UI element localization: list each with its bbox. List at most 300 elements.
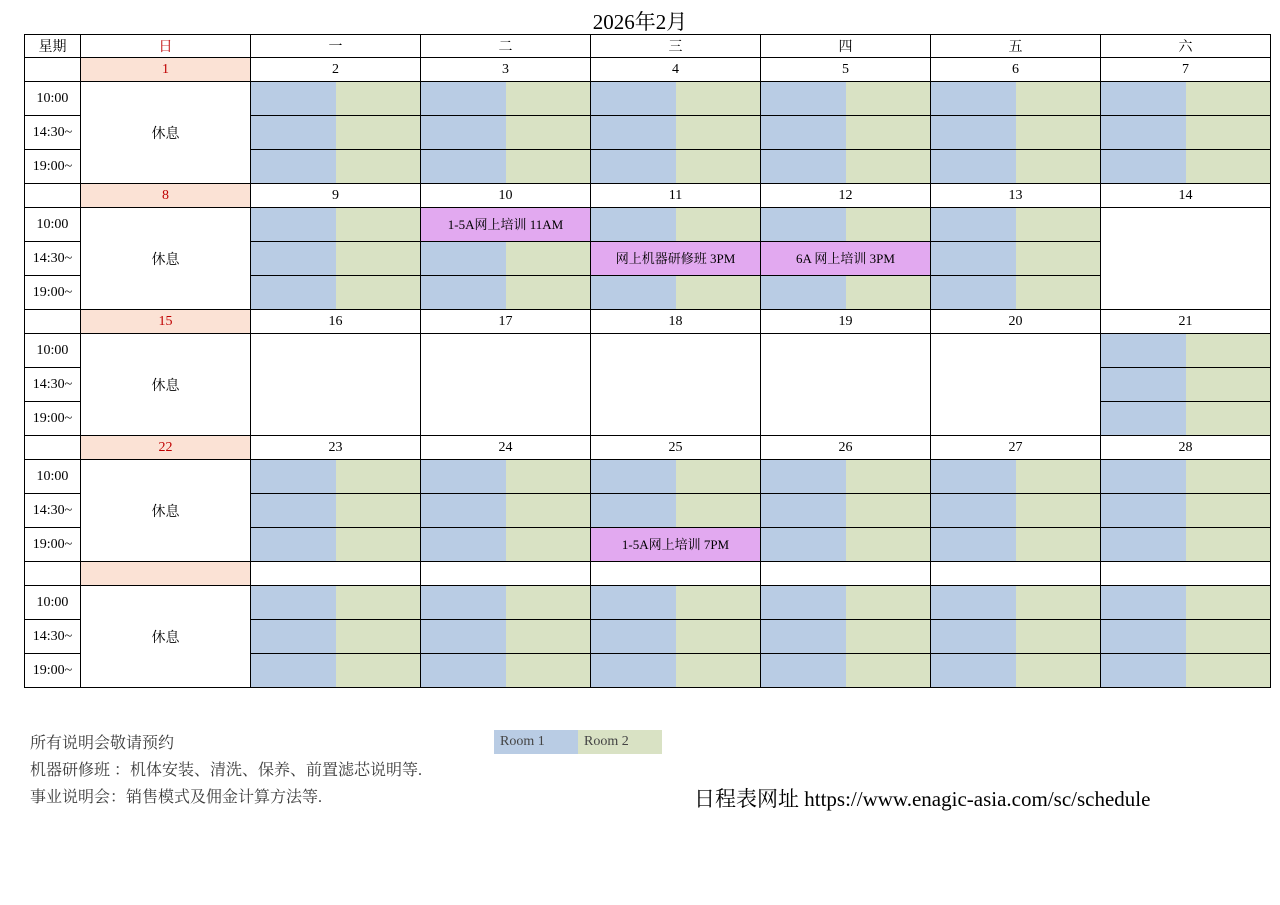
date-row-0 bbox=[25, 58, 1271, 82]
room2-slot[interactable] bbox=[846, 208, 931, 241]
room-split bbox=[591, 620, 760, 653]
time-label-3-0: 10:00 bbox=[25, 460, 81, 494]
room1-slot[interactable] bbox=[1101, 460, 1186, 493]
time-label-0-1: 14:30~ bbox=[25, 116, 81, 150]
day-slot-1-2-1[interactable] bbox=[421, 242, 591, 276]
room1-slot[interactable] bbox=[931, 150, 1016, 183]
room2-slot[interactable] bbox=[506, 586, 591, 619]
room2-slot[interactable] bbox=[1016, 460, 1101, 493]
room-split bbox=[591, 150, 760, 183]
day-slot-0-5-2[interactable] bbox=[931, 150, 1101, 184]
day-slot-3-5-2[interactable] bbox=[931, 528, 1101, 562]
room-split bbox=[421, 528, 590, 561]
day-slot-0-1-0[interactable] bbox=[251, 82, 421, 116]
room-split bbox=[591, 460, 760, 493]
room1-slot[interactable] bbox=[251, 116, 336, 149]
room-split bbox=[421, 586, 590, 619]
room2-slot[interactable] bbox=[506, 460, 591, 493]
date-cell-3-1: 23 bbox=[251, 436, 421, 460]
room2-slot[interactable] bbox=[846, 620, 931, 653]
day-slot-3-2-2[interactable] bbox=[421, 528, 591, 562]
room1-slot[interactable] bbox=[591, 150, 676, 183]
room1-slot[interactable] bbox=[761, 654, 846, 687]
date-cell-1-0: 8 bbox=[81, 184, 251, 208]
room-split bbox=[761, 528, 930, 561]
room-split bbox=[1101, 494, 1270, 527]
day-slot-1-4-0[interactable] bbox=[761, 208, 931, 242]
day-slot-3-4-0[interactable] bbox=[761, 460, 931, 494]
day-slot-4-2-2[interactable] bbox=[421, 654, 591, 688]
room2-slot[interactable] bbox=[336, 150, 421, 183]
room2-slot[interactable] bbox=[506, 116, 591, 149]
room-split bbox=[761, 654, 930, 687]
room-split bbox=[761, 276, 930, 309]
room2-slot[interactable] bbox=[1186, 494, 1271, 527]
room1-slot[interactable] bbox=[761, 276, 846, 309]
day-slot-4-5-0[interactable] bbox=[931, 586, 1101, 620]
room1-slot[interactable] bbox=[591, 82, 676, 115]
day-slot-1-3-2[interactable] bbox=[591, 276, 761, 310]
room1-slot[interactable] bbox=[251, 82, 336, 115]
room2-slot[interactable] bbox=[1016, 620, 1101, 653]
day-slot-3-6-1[interactable] bbox=[1101, 494, 1271, 528]
room1-slot[interactable] bbox=[931, 460, 1016, 493]
room2-slot[interactable] bbox=[1016, 116, 1101, 149]
day-slot-0-1-2[interactable] bbox=[251, 150, 421, 184]
day-slot-1-3-1[interactable] bbox=[591, 242, 761, 276]
room2-slot[interactable] bbox=[676, 460, 761, 493]
room2-slot[interactable] bbox=[1016, 654, 1101, 687]
day-slot-4-3-1[interactable] bbox=[591, 620, 761, 654]
day-slot-1-2-0[interactable] bbox=[421, 208, 591, 242]
date-cell-0-3: 4 bbox=[591, 58, 761, 82]
weekday-header-4: 四 bbox=[761, 35, 931, 58]
room-split bbox=[421, 82, 590, 115]
room1-slot[interactable] bbox=[1101, 334, 1186, 367]
room2-slot[interactable] bbox=[336, 654, 421, 687]
date-cell-1-6: 14 bbox=[1101, 184, 1271, 208]
day-slot-0-4-0[interactable] bbox=[761, 82, 931, 116]
day-slot-0-2-0[interactable] bbox=[421, 82, 591, 116]
time-label-1-1: 14:30~ bbox=[25, 242, 81, 276]
room2-slot[interactable] bbox=[336, 208, 421, 241]
room1-slot[interactable] bbox=[421, 586, 506, 619]
room1-slot[interactable] bbox=[761, 620, 846, 653]
room2-slot[interactable] bbox=[336, 586, 421, 619]
room2-slot[interactable] bbox=[336, 82, 421, 115]
room-split bbox=[251, 208, 420, 241]
room-split bbox=[1101, 586, 1270, 619]
slot-row-4-0 bbox=[25, 586, 1271, 620]
slot-row-2-0 bbox=[25, 334, 1271, 368]
day-slot-0-1-1[interactable] bbox=[251, 116, 421, 150]
room1-slot[interactable] bbox=[1101, 586, 1186, 619]
room1-slot[interactable] bbox=[1101, 368, 1186, 401]
room2-slot[interactable] bbox=[506, 242, 591, 275]
day-slot-2-6-1[interactable] bbox=[1101, 368, 1271, 402]
day-slot-3-1-0[interactable] bbox=[251, 460, 421, 494]
date-cell-3-0: 22 bbox=[81, 436, 251, 460]
day-slot-3-1-2[interactable] bbox=[251, 528, 421, 562]
day-slot-1-4-2[interactable] bbox=[761, 276, 931, 310]
room1-slot[interactable] bbox=[421, 528, 506, 561]
event-label[interactable]: 1-5A网上培训 11AM bbox=[421, 208, 590, 241]
room-split bbox=[931, 586, 1100, 619]
note-line-2: 机器研修班 ：机体安装、清洗、保养、前置滤芯说明等. bbox=[30, 762, 423, 779]
room1-slot[interactable] bbox=[251, 242, 336, 275]
day-slot-4-4-0[interactable] bbox=[761, 586, 931, 620]
date-cell-2-4: 19 bbox=[761, 310, 931, 334]
weekday-header-6: 六 bbox=[1101, 35, 1271, 58]
room1-slot[interactable] bbox=[931, 528, 1016, 561]
room2-slot[interactable] bbox=[1186, 402, 1271, 435]
room-split bbox=[421, 242, 590, 275]
day-slot-3-3-2[interactable] bbox=[591, 528, 761, 562]
room-split bbox=[421, 654, 590, 687]
day-slot-4-4-2[interactable] bbox=[761, 654, 931, 688]
room2-slot[interactable] bbox=[1016, 208, 1101, 241]
room2-slot[interactable] bbox=[1186, 82, 1271, 115]
day-slot-1-1-0[interactable] bbox=[251, 208, 421, 242]
room2-slot[interactable] bbox=[676, 116, 761, 149]
room2-slot[interactable] bbox=[846, 654, 931, 687]
date-row-4 bbox=[25, 562, 1271, 586]
room2-slot[interactable] bbox=[1016, 242, 1101, 275]
room2-slot[interactable] bbox=[676, 276, 761, 309]
weekday-header-row bbox=[25, 35, 1271, 58]
room-split bbox=[931, 82, 1100, 115]
room1-slot[interactable] bbox=[251, 586, 336, 619]
day-slot-0-4-2[interactable] bbox=[761, 150, 931, 184]
room-split bbox=[1101, 82, 1270, 115]
room-split bbox=[1101, 460, 1270, 493]
room1-slot[interactable] bbox=[251, 654, 336, 687]
day-slot-4-5-2[interactable] bbox=[931, 654, 1101, 688]
date-row-spacer bbox=[25, 436, 81, 460]
day-slot-1-5-2[interactable] bbox=[931, 276, 1101, 310]
room-split bbox=[251, 242, 420, 275]
holiday-cell-2-2: 新年快乐 bbox=[421, 334, 591, 436]
day-slot-4-2-0[interactable] bbox=[421, 586, 591, 620]
room2-slot[interactable] bbox=[1186, 116, 1271, 149]
day-slot-4-3-2[interactable] bbox=[591, 654, 761, 688]
date-cell-3-3: 25 bbox=[591, 436, 761, 460]
room1-slot[interactable] bbox=[591, 116, 676, 149]
day-slot-4-6-1[interactable] bbox=[1101, 620, 1271, 654]
room-split bbox=[421, 460, 590, 493]
room2-slot[interactable] bbox=[506, 654, 591, 687]
sunday-rest-3: 休息 bbox=[81, 460, 251, 562]
day-slot-4-4-1[interactable] bbox=[761, 620, 931, 654]
room1-slot[interactable] bbox=[591, 654, 676, 687]
day-slot-0-2-1[interactable] bbox=[421, 116, 591, 150]
room1-slot[interactable] bbox=[761, 116, 846, 149]
date-cell-1-1: 9 bbox=[251, 184, 421, 208]
sunday-rest-0: 休息 bbox=[81, 82, 251, 184]
room2-slot[interactable] bbox=[1186, 368, 1271, 401]
room-split bbox=[931, 460, 1100, 493]
room1-slot[interactable] bbox=[931, 494, 1016, 527]
time-label-3-1: 14:30~ bbox=[25, 494, 81, 528]
room1-slot[interactable] bbox=[761, 82, 846, 115]
room2-slot[interactable] bbox=[1016, 528, 1101, 561]
day-slot-2-6-2[interactable] bbox=[1101, 402, 1271, 436]
day-slot-3-2-0[interactable] bbox=[421, 460, 591, 494]
date-cell-4-3 bbox=[591, 562, 761, 586]
room1-slot[interactable] bbox=[251, 620, 336, 653]
room2-slot[interactable] bbox=[336, 620, 421, 653]
day-slot-3-5-0[interactable] bbox=[931, 460, 1101, 494]
room-split bbox=[761, 460, 930, 493]
room1-slot[interactable] bbox=[591, 460, 676, 493]
room1-slot[interactable] bbox=[421, 654, 506, 687]
day-slot-3-5-1[interactable] bbox=[931, 494, 1101, 528]
room1-slot[interactable] bbox=[591, 208, 676, 241]
time-label-4-0: 10:00 bbox=[25, 586, 81, 620]
date-cell-0-0: 1 bbox=[81, 58, 251, 82]
room1-slot[interactable] bbox=[931, 208, 1016, 241]
footer-url[interactable]: 日程表网址 https://www.enagic-asia.com/sc/schedule bbox=[694, 787, 1151, 811]
room-split bbox=[251, 654, 420, 687]
day-slot-0-6-2[interactable] bbox=[1101, 150, 1271, 184]
event-label[interactable]: 网上机器研修班 3PM bbox=[591, 242, 760, 275]
day-slot-1-3-0[interactable] bbox=[591, 208, 761, 242]
day-slot-3-6-2[interactable] bbox=[1101, 528, 1271, 562]
room-split bbox=[931, 620, 1100, 653]
room2-slot[interactable] bbox=[676, 654, 761, 687]
room1-slot[interactable] bbox=[421, 116, 506, 149]
day-slot-4-3-0[interactable] bbox=[591, 586, 761, 620]
room2-slot[interactable] bbox=[506, 528, 591, 561]
room2-slot[interactable] bbox=[676, 82, 761, 115]
room1-slot[interactable] bbox=[931, 586, 1016, 619]
room1-slot[interactable] bbox=[421, 82, 506, 115]
day-slot-3-3-0[interactable] bbox=[591, 460, 761, 494]
room2-slot[interactable] bbox=[1186, 460, 1271, 493]
room1-slot[interactable] bbox=[591, 586, 676, 619]
weekday-header-0: 日 bbox=[81, 35, 251, 58]
time-label-1-2: 19:00~ bbox=[25, 276, 81, 310]
room1-slot[interactable] bbox=[421, 620, 506, 653]
room1-slot[interactable] bbox=[1101, 150, 1186, 183]
room1-slot[interactable] bbox=[421, 276, 506, 309]
day-slot-0-3-0[interactable] bbox=[591, 82, 761, 116]
day-slot-0-2-2[interactable] bbox=[421, 150, 591, 184]
room2-slot[interactable] bbox=[1016, 494, 1101, 527]
day-slot-3-4-2[interactable] bbox=[761, 528, 931, 562]
room1-slot[interactable] bbox=[931, 620, 1016, 653]
note-line-1: 所有说明会敬请预约 bbox=[30, 735, 175, 752]
date-row-spacer bbox=[25, 310, 81, 334]
room2-slot[interactable] bbox=[1186, 586, 1271, 619]
room-split bbox=[251, 494, 420, 527]
weekday-header-1: 一 bbox=[251, 35, 421, 58]
room1-slot[interactable] bbox=[251, 276, 336, 309]
day-slot-4-2-1[interactable] bbox=[421, 620, 591, 654]
room2-slot[interactable] bbox=[336, 494, 421, 527]
room-split bbox=[931, 654, 1100, 687]
room1-slot[interactable] bbox=[931, 116, 1016, 149]
room2-slot[interactable] bbox=[1016, 150, 1101, 183]
room-split bbox=[761, 116, 930, 149]
date-cell-3-4: 26 bbox=[761, 436, 931, 460]
room1-slot[interactable] bbox=[421, 242, 506, 275]
room-split bbox=[251, 460, 420, 493]
date-cell-3-6: 28 bbox=[1101, 436, 1271, 460]
room2-slot[interactable] bbox=[846, 586, 931, 619]
date-cell-0-1: 2 bbox=[251, 58, 421, 82]
day-slot-3-4-1[interactable] bbox=[761, 494, 931, 528]
room1-slot[interactable] bbox=[1101, 528, 1186, 561]
room2-slot[interactable] bbox=[506, 150, 591, 183]
day-slot-4-6-2[interactable] bbox=[1101, 654, 1271, 688]
day-slot-1-1-2[interactable] bbox=[251, 276, 421, 310]
room2-slot[interactable] bbox=[336, 528, 421, 561]
room1-slot[interactable] bbox=[761, 528, 846, 561]
day-slot-3-3-1[interactable] bbox=[591, 494, 761, 528]
room2-slot[interactable] bbox=[846, 494, 931, 527]
day-slot-1-5-0[interactable] bbox=[931, 208, 1101, 242]
room1-slot[interactable] bbox=[1101, 402, 1186, 435]
room2-slot[interactable] bbox=[676, 208, 761, 241]
room2-slot[interactable] bbox=[676, 586, 761, 619]
room1-slot[interactable] bbox=[251, 208, 336, 241]
day-slot-4-1-2[interactable] bbox=[251, 654, 421, 688]
room2-slot[interactable] bbox=[336, 276, 421, 309]
room1-slot[interactable] bbox=[591, 276, 676, 309]
room2-slot[interactable] bbox=[336, 116, 421, 149]
event-label[interactable]: 6A 网上培训 3PM bbox=[761, 242, 930, 275]
room1-slot[interactable] bbox=[761, 586, 846, 619]
room-split bbox=[761, 494, 930, 527]
room1-slot[interactable] bbox=[1101, 82, 1186, 115]
room2-slot[interactable] bbox=[846, 150, 931, 183]
room2-slot[interactable] bbox=[506, 82, 591, 115]
room-split bbox=[931, 494, 1100, 527]
room2-slot[interactable] bbox=[846, 460, 931, 493]
room2-slot[interactable] bbox=[506, 494, 591, 527]
room-split bbox=[591, 82, 760, 115]
room-split bbox=[761, 82, 930, 115]
day-slot-3-2-1[interactable] bbox=[421, 494, 591, 528]
room1-slot[interactable] bbox=[761, 208, 846, 241]
holiday-cell-1-6: 新年快乐 bbox=[1101, 208, 1271, 310]
room2-slot[interactable] bbox=[1186, 620, 1271, 653]
event-label[interactable]: 1-5A网上培训 7PM bbox=[591, 528, 760, 561]
day-slot-1-2-2[interactable] bbox=[421, 276, 591, 310]
room2-slot[interactable] bbox=[1186, 654, 1271, 687]
day-slot-1-4-1[interactable] bbox=[761, 242, 931, 276]
room1-slot[interactable] bbox=[591, 620, 676, 653]
day-slot-0-4-1[interactable] bbox=[761, 116, 931, 150]
legend-room1: Room 1 bbox=[494, 730, 578, 754]
day-slot-0-6-0[interactable] bbox=[1101, 82, 1271, 116]
weekday-header-2: 二 bbox=[421, 35, 591, 58]
day-slot-3-6-0[interactable] bbox=[1101, 460, 1271, 494]
date-cell-0-5: 6 bbox=[931, 58, 1101, 82]
room1-slot[interactable] bbox=[251, 494, 336, 527]
room1-slot[interactable] bbox=[931, 242, 1016, 275]
room1-slot[interactable] bbox=[761, 494, 846, 527]
room1-slot[interactable] bbox=[1101, 116, 1186, 149]
room2-slot[interactable] bbox=[1186, 528, 1271, 561]
date-cell-2-5: 20 bbox=[931, 310, 1101, 334]
day-slot-0-3-1[interactable] bbox=[591, 116, 761, 150]
time-label-0-2: 19:00~ bbox=[25, 150, 81, 184]
room1-slot[interactable] bbox=[421, 460, 506, 493]
day-slot-0-5-1[interactable] bbox=[931, 116, 1101, 150]
room2-slot[interactable] bbox=[506, 276, 591, 309]
room1-slot[interactable] bbox=[251, 460, 336, 493]
room1-slot[interactable] bbox=[1101, 654, 1186, 687]
room2-slot[interactable] bbox=[846, 276, 931, 309]
room1-slot[interactable] bbox=[421, 150, 506, 183]
date-cell-2-6: 21 bbox=[1101, 310, 1271, 334]
room2-slot[interactable] bbox=[336, 460, 421, 493]
room2-slot[interactable] bbox=[506, 620, 591, 653]
room2-slot[interactable] bbox=[336, 242, 421, 275]
day-slot-3-1-1[interactable] bbox=[251, 494, 421, 528]
room-split bbox=[931, 242, 1100, 275]
room1-slot[interactable] bbox=[761, 460, 846, 493]
room1-slot[interactable] bbox=[421, 494, 506, 527]
room1-slot[interactable] bbox=[591, 494, 676, 527]
room1-slot[interactable] bbox=[931, 276, 1016, 309]
day-slot-2-6-0[interactable] bbox=[1101, 334, 1271, 368]
holiday-cell-2-3: 新年快乐 bbox=[591, 334, 761, 436]
day-slot-4-1-1[interactable] bbox=[251, 620, 421, 654]
room2-slot[interactable] bbox=[846, 82, 931, 115]
room2-slot[interactable] bbox=[1186, 150, 1271, 183]
room-split bbox=[251, 116, 420, 149]
room1-slot[interactable] bbox=[1101, 494, 1186, 527]
date-row-3 bbox=[25, 436, 1271, 460]
room2-slot[interactable] bbox=[846, 528, 931, 561]
room2-slot[interactable] bbox=[676, 620, 761, 653]
room1-slot[interactable] bbox=[931, 654, 1016, 687]
date-cell-4-5 bbox=[931, 562, 1101, 586]
date-cell-4-6 bbox=[1101, 562, 1271, 586]
date-cell-3-2: 24 bbox=[421, 436, 591, 460]
day-slot-4-6-0[interactable] bbox=[1101, 586, 1271, 620]
room2-slot[interactable] bbox=[676, 494, 761, 527]
room1-slot[interactable] bbox=[931, 82, 1016, 115]
date-cell-0-6: 7 bbox=[1101, 58, 1271, 82]
room2-slot[interactable] bbox=[1016, 586, 1101, 619]
room1-slot[interactable] bbox=[251, 528, 336, 561]
room1-slot[interactable] bbox=[761, 150, 846, 183]
room1-slot[interactable] bbox=[1101, 620, 1186, 653]
room2-slot[interactable] bbox=[1186, 334, 1271, 367]
room2-slot[interactable] bbox=[846, 116, 931, 149]
room2-slot[interactable] bbox=[1016, 82, 1101, 115]
room2-slot[interactable] bbox=[676, 150, 761, 183]
day-slot-1-1-1[interactable] bbox=[251, 242, 421, 276]
day-slot-4-5-1[interactable] bbox=[931, 620, 1101, 654]
day-slot-1-5-1[interactable] bbox=[931, 242, 1101, 276]
day-slot-0-5-0[interactable] bbox=[931, 82, 1101, 116]
day-slot-0-3-2[interactable] bbox=[591, 150, 761, 184]
day-slot-4-1-0[interactable] bbox=[251, 586, 421, 620]
time-label-0-0: 10:00 bbox=[25, 82, 81, 116]
room2-slot[interactable] bbox=[1016, 276, 1101, 309]
date-row-1 bbox=[25, 184, 1271, 208]
room-split bbox=[591, 276, 760, 309]
day-slot-0-6-1[interactable] bbox=[1101, 116, 1271, 150]
legend-room2: Room 2 bbox=[578, 730, 662, 754]
sunday-rest-1: 休息 bbox=[81, 208, 251, 310]
room1-slot[interactable] bbox=[251, 150, 336, 183]
